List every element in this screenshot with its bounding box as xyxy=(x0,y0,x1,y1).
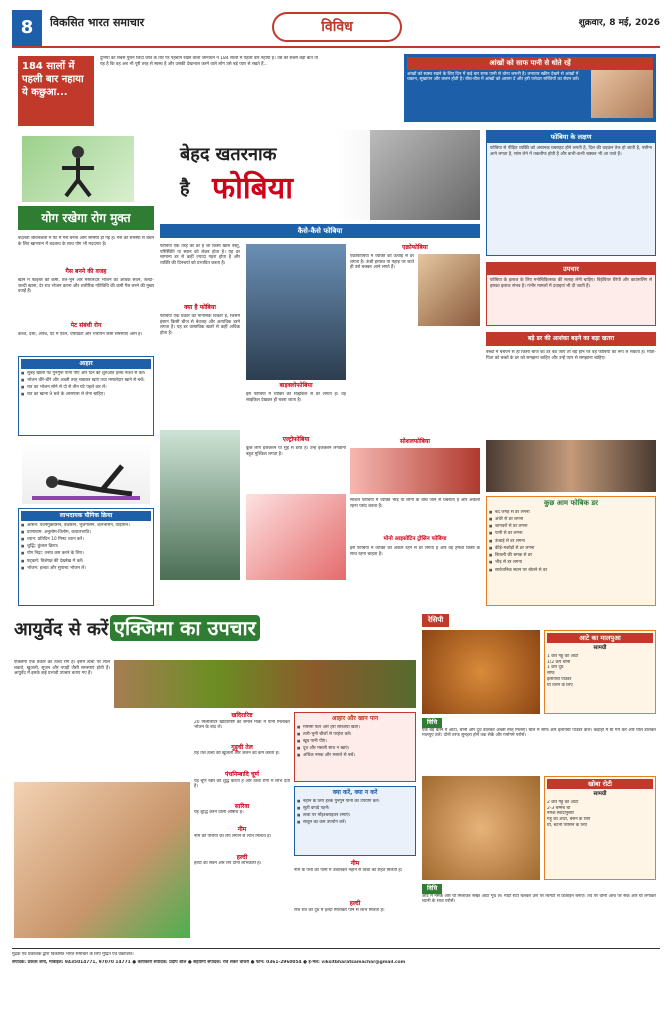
ayurveda-bath-item: ■ नहाने के लिए हल्के गुनगुने पानी का उपयोग करें। xyxy=(297,799,413,805)
ayurveda-intro: एक्जिमा एक प्रकार का त्वचा रोग है। इसमें त्वचा पर लाल चकत्ते, खुजली, सूजन और पपड़ी जैसी समस्याएं होती हैं। आयुर्वेद में इसके कई प्रभावी उपचार बताए गए हैं। xyxy=(14,660,110,677)
phobia-kind-0-text: इस फोबिया में व्यक्ति को साइकिल से डर लगता है। वह साइकिल देखकर ही घबरा जाता है। xyxy=(246,392,346,403)
footer xyxy=(12,948,660,1012)
yoga-figure-icon xyxy=(22,136,134,202)
phobia-types-heading: कैसे-कैसे फोबिया xyxy=(297,227,343,235)
yoga-title-bar xyxy=(18,206,154,230)
malpua-box xyxy=(544,630,656,714)
malpua-ingredient: सौंफ xyxy=(547,671,555,677)
ayurveda-neem-text: नीम के पत्तों को पानी में उबालकर नहाने से त्वचा को राहत मिलती है। xyxy=(294,867,403,873)
yoga-practice-item: ■ ध्यान: प्रतिदिन 10 मिनट ध्यान करें। xyxy=(21,537,151,543)
ayurveda-haldi-box xyxy=(294,900,416,940)
eye-photo xyxy=(591,70,653,118)
remedy-2-text: यह चूर्ण रक्त को शुद्ध करता है और त्वचा रोगों में लाभ देता है। xyxy=(194,778,290,790)
herbs-photo xyxy=(114,660,416,708)
khoba-method: आटे में नमक और घी मिलाकर सख्त आटा गूंथ लें। मोटी रोटी बेलकर उस पर चिमटी से डिजाइन बनाएं। तवे पर धीमी आंच पर सेंकें और घी लगाकर चटनी के साथ परोसें। xyxy=(422,893,656,905)
phobia-common-item: ■ जानवरों से डर लगना xyxy=(489,524,653,530)
khoba-ingredient: नमक स्वादानुसार xyxy=(547,811,574,817)
yoga-diet-heading: आहार xyxy=(21,359,151,369)
issue-date: शुक्रवार, 8 मई, 2026 xyxy=(578,18,660,28)
phobia-common-item: ■ पानी से डर लगना xyxy=(489,531,653,537)
phobia-girl-photo xyxy=(370,130,480,220)
malpua-ingredient: 1 कप दूध xyxy=(547,665,564,671)
malpua-ingredient: घी तलने के लिए xyxy=(547,682,573,688)
phobia-title-line1: बेहद खतरनाक xyxy=(180,144,277,165)
ayurveda-diet-item: ■ मौसमी फल और हरी सब्जियां खाएं। xyxy=(297,725,413,731)
phobia-common-item: ■ बिजली की चमक से डर xyxy=(489,553,653,559)
phobia-types-bar xyxy=(160,224,480,238)
phobia-what-text: फोबिया एक प्रकार का मानसिक विकार है, जिसमें इंसान किसी चीज से बेवजह और अत्यधिक डरने लगता है। यह डर वास्तविक खतरे से कहीं अधिक होता है। xyxy=(160,314,240,337)
malpua-photo xyxy=(422,630,540,714)
remedy-3-name: सारिवा xyxy=(234,802,250,810)
yoga-gas-heading: गैस बनने की वजह xyxy=(65,268,107,275)
malpua-ingredient: 1 कप गेहूं का आटा xyxy=(547,654,579,659)
remedy-4-text: नीम की पत्तियों का लेप लगाने से लाभ मिलता है। xyxy=(194,833,272,839)
yoga-practice-item: ■ योग निद्रा: तनाव कम करने के लिए। xyxy=(21,551,151,557)
phobia-title-line2: है xyxy=(180,178,190,199)
window-photo xyxy=(160,430,240,580)
ayurveda-bath-list xyxy=(297,799,413,828)
khoba-method-heading: विधि xyxy=(422,884,442,894)
eyes-body: आंखों को स्वस्थ रखने के लिए दिन में कई बार साफ पानी से धोना जरूरी है। लगातार स्क्रीन देखने से आंखों में थकान, सूखापन और जलन होती है। बीच-बीच में आंखों को आराम दें और हरी पत्तेदार सब्जियों का सेवन करें। xyxy=(407,71,580,83)
phobia-kids-text: बच्चों में बचपन से ही किसी चीज का डर बैठ जाए तो बड़े होने पर वह फोबिया का रूप ले सकता है। माता-पिता को बच्चों के डर को समझना चाहिए और उन्हें प्यार से समझाना चाहिए। xyxy=(486,350,656,361)
khoba-ingredient: घी, चटनी परोसने के लिए xyxy=(547,822,588,828)
yoga-stomach-text: कब्ज, दस्त, अपच, पेट में ऐंठन, एसिडिटी और भारीपन जैसी समस्याएं आम हैं। xyxy=(18,332,143,337)
ayurveda-title xyxy=(14,616,416,656)
woman-scratching-photo xyxy=(14,782,190,938)
footer-imprint: मुद्रक एवं प्रकाशक द्वारा विकसित भारत समाचार के लिए मुद्रित एवं प्रकाशित। xyxy=(12,952,134,957)
khoba-method-block xyxy=(422,884,656,940)
yoga-practice-box xyxy=(18,508,154,606)
eyes-title: आंखों को साफ पानी से धोते रहें xyxy=(407,57,653,70)
bath-story-headline: 184 सालों में पहली बार नहाया ये कछुआ... xyxy=(22,61,84,98)
recipe-section-label: रेसिपी xyxy=(422,614,449,627)
yoga-practice-item: ■ आसन: पवनमुक्तासन, वज्रासन, भुजंगासन, शलभासन, ताड़ासन। xyxy=(21,523,151,529)
footer-editors: संपादक: प्रकाश शर्मा, मोबाइल: 9435014771, 97070 14771 ● कार्यकारी संपादक: प्रदीप शील ● सहयोगी संपादक: रवि शंकर चौधरी ● फोन: 0361-2960054 ● ई-मेल: viksitbharatsamachar@gmail.com xyxy=(12,959,406,965)
yoga-practice-item: ■ भोजन: हल्का और सुपाच्य भोजन लें। xyxy=(21,566,151,572)
phobia-common-item: ■ अंधेरे से डर लगना xyxy=(489,517,653,523)
malpua-ingredient: 1/2 कप चीनी xyxy=(547,659,571,665)
malpua-method: एक बड़े बर्तन में आटा, चीनी और दूध डालकर अच्छी तरह मिलाएं। घोल में सौंफ और इलायची पाउडर डालें। कड़ाही में घी गर्म करें और घोल डालकर मालपुए तलें। दोनों तरफ सुनहरा होने तक सेकें और गर्मागर्म परोसें। xyxy=(422,727,656,739)
yoga-practice-item: ■ प्राणायाम: अनुलोम-विलोम, कपालभाति। xyxy=(21,530,151,536)
bath-story-headline-box xyxy=(18,56,94,126)
phobia-kind-3-name: सोशलफोबिया xyxy=(400,438,430,445)
ayurveda-neem-heading: नीम xyxy=(350,860,360,867)
ayurveda-haldi-heading: हल्दी xyxy=(349,900,361,907)
malpua-method-block xyxy=(422,718,656,772)
page-number: 8 xyxy=(12,10,42,46)
ayurveda-title-part1: आयुर्वेद से करें xyxy=(14,619,109,640)
eyes-box xyxy=(404,54,656,122)
yoga-photo xyxy=(22,136,134,202)
paper-name: विकसित भारत समाचार xyxy=(50,16,145,29)
remedy-5-name: हल्दी xyxy=(236,853,248,861)
yoga-pose-photo xyxy=(22,442,150,504)
fear-eyes-photo xyxy=(486,440,656,492)
bath-story-body: दुनिया का सबसे पुराने जिंदा जीव के तौर पर पहचान रखने वाला जोनाथन ने 184 सालों में पहली बार नहाया है। उम्र की सबसे बड़ी बात तो यह है कि वह अब भी पूरी तरह से स्वस्थ है और उसकी देखभाल करने वाले लोग उसे बड़े प्यार से रखते हैं... xyxy=(100,56,318,67)
phobia-kind-1-text: एक्रोफोबिया में व्यक्ति को ऊंचाई से डर लगता है। ऊंची इमारत या पहाड़ पर जाते ही उसे चक्कर आने लगते हैं। xyxy=(350,254,414,271)
phobia-common-box xyxy=(486,496,656,606)
phobia-symptoms-box xyxy=(486,130,656,256)
phobia-common-item: ■ भीड़ से डर लगना xyxy=(489,560,653,566)
khoba-ingredient: 2 कप गेहूं का आटा xyxy=(547,800,579,805)
phobia-kind-1-name: एक्रोफोबिया xyxy=(402,244,428,251)
ayurveda-bath-item: ■ साबुन का कम उपयोग करें। xyxy=(297,820,413,826)
phobia-symptoms-heading: फोबिया के लक्षण xyxy=(487,131,655,143)
remedy-4-name: नीम xyxy=(237,826,247,833)
ayurveda-neem-box xyxy=(294,860,416,898)
phobia-common-item: ■ कीड़े-मकोड़ों से डर लगना xyxy=(489,546,653,552)
phobia-common-item: ■ बंद जगह से डर लगना xyxy=(489,510,653,516)
malpua-ingredient: इलायची पाउडर xyxy=(547,676,572,682)
scared-child-photo xyxy=(246,244,346,380)
phobia-common-heading: कुछ आम फोबिक डर xyxy=(544,499,598,507)
khoba-ingredients-heading: सामग्री xyxy=(593,791,607,798)
khoba-box xyxy=(544,776,656,880)
remedy-3-text: यह शुद्धि करने वाली औषधि है। xyxy=(194,810,244,815)
remedy-2-name: पंचनिम्बादि चूर्ण xyxy=(224,771,259,778)
malpua-ingredients-heading: सामग्री xyxy=(593,645,607,652)
phobia-intro: फोबिया एक तरह का डर है जो किसी खास वस्तु, परिस्थिति या स्थान को लेकर होता है। यह डर सामान्य डर से कहीं ज्यादा गहरा होता है और व्यक्ति की दिनचर्या को प्रभावित करता है। xyxy=(160,244,240,267)
ayurveda-haldi-text: रोज रात को दूध में हल्दी मिलाकर पीने से लाभ मिलता है। xyxy=(294,907,385,913)
ayurveda-diet-item: ■ अधिक नमक और मसाले से बचें। xyxy=(297,753,413,759)
phobia-symptoms-text: फोबिया से पीड़ित व्यक्ति को अचानक घबराहट होने लगती है, दिल की धड़कन तेज हो जाती है, पसीना आने लगता है, सांस लेने में तकलीफ होती है और कभी-कभी चक्कर भी आ जाते हैं। xyxy=(490,146,652,157)
yoga-diet-list xyxy=(21,371,151,400)
phobia-kind-4-name: मोनो आइसोटिन ट्रोसिन फोबिया xyxy=(383,536,447,542)
yoga-pose-icon xyxy=(22,442,150,504)
yoga-practice-item: ■ शुद्धि: कुंजल क्रिया। xyxy=(21,544,151,550)
malpua-method-heading: विधि xyxy=(422,718,442,728)
remedy-0-name: खदिरारिष्ट xyxy=(231,712,253,719)
phobia-kind-0-name: बाइक्लोफोबिया xyxy=(279,382,313,389)
ayurveda-diet-item: ■ दूध और मछली साथ न खाएं। xyxy=(297,746,413,752)
remedy-0-text: 20 मिलीलीटर खदिरारिष्ट को समान मात्रा में पानी मिलाकर भोजन के बाद लें। xyxy=(194,719,290,731)
yoga-diet-box xyxy=(18,356,154,436)
ayurveda-diet-list xyxy=(297,725,413,761)
height-fear-photo xyxy=(418,254,480,326)
khoba-photo xyxy=(422,776,540,880)
phobia-kind-2-name: एल्ट्रोफोबिया xyxy=(282,436,310,443)
ayurveda-diet-item: ■ तली-भुनी चीजों से परहेज करें। xyxy=(297,732,413,738)
phobia-common-item: ■ सार्वजनिक स्थान पर बोलने से डर xyxy=(489,568,653,574)
yoga-title: योग रखेगा रोग मुक्त xyxy=(41,211,131,225)
ayurveda-bath-box xyxy=(294,786,416,856)
yoga-diet-item: ■ रात का भोजन सोने से दो से तीन घंटे पहले कर लें। xyxy=(21,385,151,391)
ayurveda-diet-heading: आहार और खान पान xyxy=(331,715,379,722)
ayurveda-diet-box xyxy=(294,712,416,782)
yoga-stomach-heading: पेट संबंधी रोग xyxy=(70,322,102,329)
khoba-ingredient: 2-3 चम्मच घी xyxy=(547,805,571,811)
ayurveda-bath-item: ■ त्वचा पर मॉइश्चराइजर लगाएं। xyxy=(297,813,413,819)
injection-photo xyxy=(246,494,346,580)
phobia-kind-3-text: सोशल फोबिया में व्यक्ति भीड़ या लोगों के बीच जाने से घबराता है और अकेला रहना पसंद करता है। xyxy=(350,498,480,509)
yoga-diet-item: ■ भोजन धीरे-धीरे और अच्छी तरह चबाकर खाएं तथा मसालेदार खाने से बचें। xyxy=(21,378,151,384)
remedy-1-text: यह तेल त्वचा की खुजली और जलन को कम करता है। xyxy=(194,751,280,756)
masthead xyxy=(12,8,660,48)
remedy-1-name: गुड़ूची तेल xyxy=(231,743,253,751)
ayurveda-diet-item: ■ खूब पानी पीएं। xyxy=(297,739,413,745)
malpua-title: आटे का मालपुआ xyxy=(547,633,653,643)
social-photo xyxy=(350,448,480,494)
ayurveda-title-part2: एक्जिमा का उपचार xyxy=(110,615,260,641)
phobia-treatment-text: फोबिया के इलाज के लिए मनोचिकित्सक की सलाह लेनी चाहिए। बिहेवियर थैरेपी और काउंसलिंग से इसका इलाज संभव है। गंभीर मामलों में दवाइयां भी दी जाती हैं। xyxy=(490,278,652,289)
yoga-diet-item: ■ रात का खाना 9 बजे के आसपास ले लेना चाहिए। xyxy=(21,392,151,398)
remedies-column xyxy=(194,712,290,940)
remedy-5-text: हल्दी का सेवन और लेप दोनों लाभकारी हैं। xyxy=(194,861,262,866)
phobia-common-item: ■ ऊंचाई से डर लगना xyxy=(489,539,653,545)
yoga-diet-item: ■ सुबह खाली पेट गुनगुना पानी पीएं और दिन की शुरुआत हल्के नाश्ते से करें। xyxy=(21,371,151,377)
yoga-practice-item: ■ षट्कर्म: विशेषज्ञ की देखरेख में करें। xyxy=(21,559,151,565)
ayurveda-bath-item: ■ सूती कपड़े पहनें। xyxy=(297,806,413,812)
phobia-kids-heading: बड़े डर की आशंका बढ़ने का बड़ा खतरा xyxy=(527,335,615,342)
yoga-practice-list xyxy=(21,523,151,574)
yoga-practice-heading: लाभदायक यौगिक क्रिया xyxy=(21,511,151,521)
phobia-kind-2-text: कुछ लोग इंजेक्शन या सुई से डरते हैं। उन्हें इंजेक्शन लगवाना बहुत मुश्किल लगता है। xyxy=(246,446,346,457)
phobia-title-word: फोबिया xyxy=(212,171,293,206)
khoba-ingredient: गेहूं का आटा, बेसन के लिए xyxy=(547,817,591,823)
phobia-treatment-heading: उपचार xyxy=(487,263,655,275)
phobia-common-list xyxy=(489,510,653,575)
section-title: विविध xyxy=(272,12,402,42)
ayurveda-bath-heading: क्या करें, क्या न करें xyxy=(332,789,378,796)
phobia-kids-bar xyxy=(486,332,656,346)
phobia-kind-4-text: इस फोबिया में व्यक्ति को अकेले रहने से डर लगता है और वह हमेशा किसी के साथ रहना चाहता है। xyxy=(350,546,480,557)
phobia-title-block xyxy=(160,130,480,220)
phobia-treatment-box xyxy=(486,262,656,326)
yoga-intro: बदलती जीवनशैली में पेट में गैस बनना आम समस्या हो गई है। गैस की समस्या से बचने के लिए खानपान में बदलाव के साथ योग भी मददगार है। xyxy=(18,236,154,247)
phobia-what-heading: क्या है फोबिया xyxy=(184,304,216,311)
khoba-title: खोबा रोटी xyxy=(547,779,653,789)
yoga-gas-text: खाने में फाइबर की कमी, तले-भुने और मसालेदार भोजन का अधिक सेवन, जल्दी-जल्दी खाना, देर रात भोजन करना और शारीरिक गतिविधि की कमी गैस बनने की मुख्य वजहें हैं। xyxy=(18,278,154,295)
